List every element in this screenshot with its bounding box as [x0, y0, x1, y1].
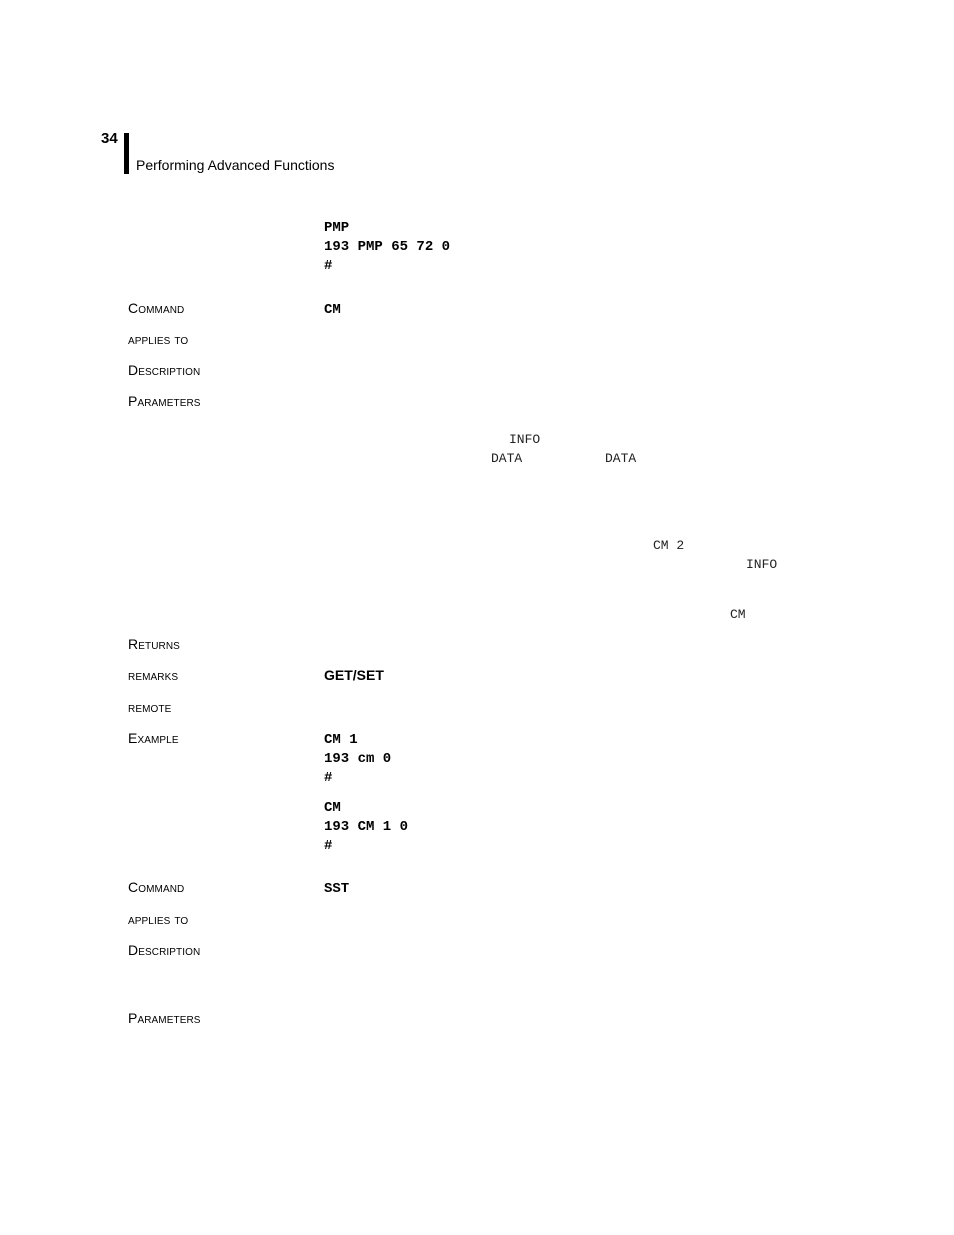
- returns-label: Returns: [128, 636, 180, 652]
- example-code: [324, 731, 391, 788]
- command-label: Command: [128, 300, 185, 316]
- parameters-label: Parameters: [128, 393, 201, 409]
- param-keyword: INFO: [509, 432, 541, 447]
- remote-label: remote: [128, 699, 172, 715]
- code-line: 193 PMP 65 72 0: [324, 239, 451, 255]
- description-label: Description: [128, 942, 201, 958]
- remarks-value: GET/SET: [324, 667, 384, 683]
- page-number: 34: [101, 130, 118, 147]
- code-line: #: [324, 258, 333, 274]
- param-keyword: CM: [730, 607, 746, 622]
- param-keyword: INFO: [746, 557, 778, 572]
- param-keyword: DATA: [605, 451, 637, 466]
- example-label: Example: [128, 730, 179, 746]
- code-line: 193 CM 1 0: [324, 819, 409, 835]
- description-label: Description: [128, 362, 201, 378]
- command-value: SST: [324, 881, 350, 897]
- param-keyword: CM 2: [653, 538, 685, 553]
- pmp-example-code: [324, 219, 450, 276]
- remarks-label: remarks: [128, 667, 179, 683]
- code-line: 193 cm 0: [324, 751, 392, 767]
- code-line: #: [324, 770, 333, 786]
- code-line: CM: [324, 800, 341, 816]
- code-line: PMP: [324, 220, 350, 236]
- header-bar: [124, 133, 129, 174]
- command-value: CM: [324, 302, 341, 318]
- code-line: #: [324, 838, 333, 854]
- parameters-label: Parameters: [128, 1010, 201, 1026]
- applies-to-label: applies to: [128, 911, 189, 927]
- example-code: [324, 799, 408, 856]
- param-keyword: DATA: [491, 451, 523, 466]
- command-label: Command: [128, 879, 185, 895]
- section-title: Performing Advanced Functions: [136, 157, 335, 173]
- code-line: CM 1: [324, 732, 358, 748]
- applies-to-label: applies to: [128, 331, 189, 347]
